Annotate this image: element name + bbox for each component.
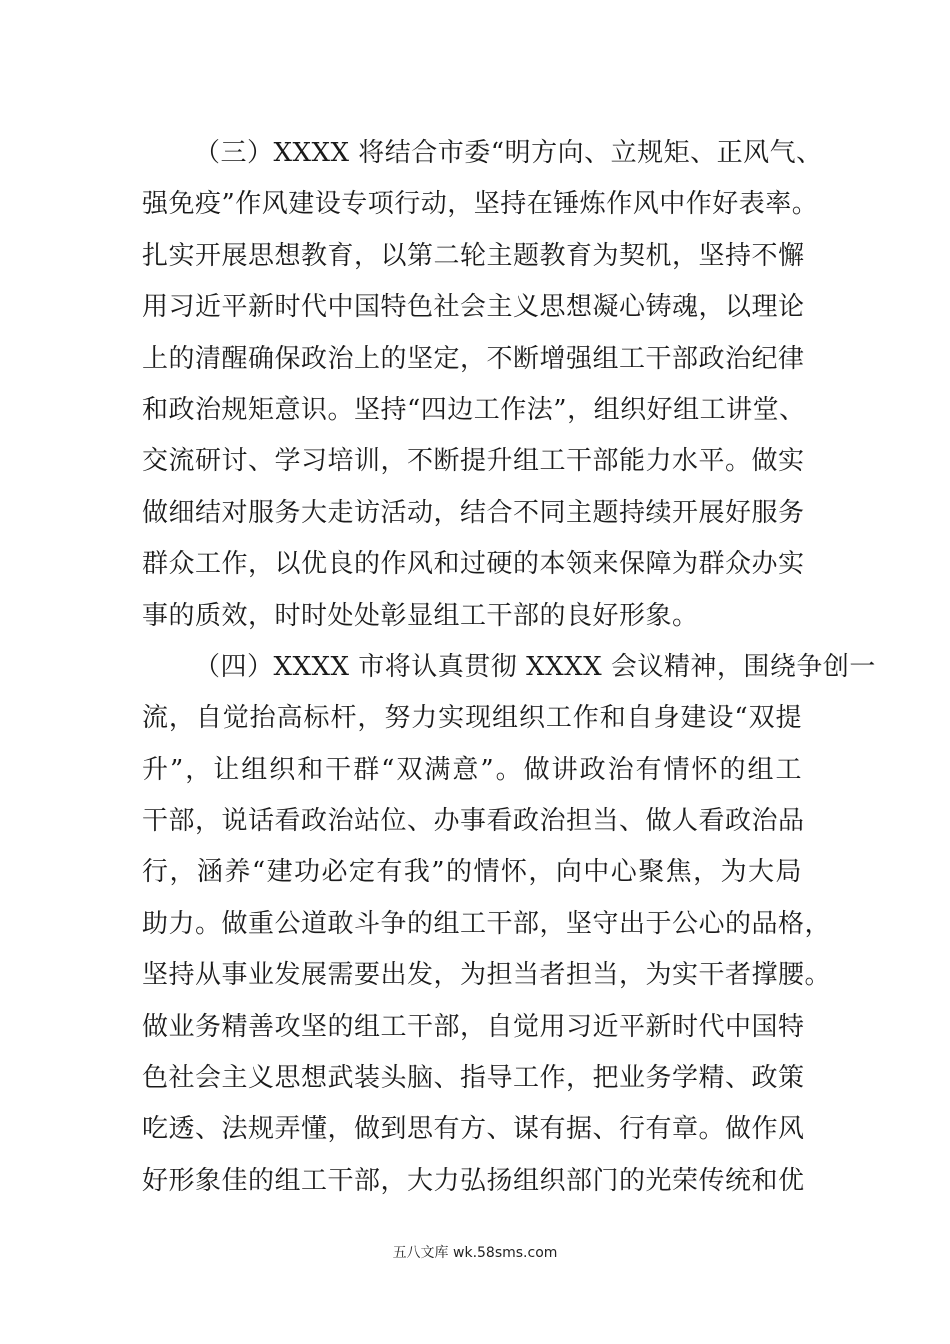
paragraph-4-line-8: 做业务精善攻坚的组工干部，自觉用习近平新时代中国特 — [142, 1011, 805, 1042]
paragraph-3-line-4: 用习近平新时代中国特色社会主义思想凝心铸魂，以理论 — [142, 292, 805, 323]
paragraph-4-line-3: 升”，让组织和干群“双满意”。做讲政治有情怀的组工 — [142, 754, 802, 785]
paragraph-4-line-10: 吃透、法规弄懂，做到思有方、谋有据、行有章。做作风 — [142, 1114, 805, 1145]
paragraph-4-line-2: 流，自觉抬高标杆，努力实现组织工作和自身建设“双提 — [142, 703, 802, 734]
paragraph-3-line-1: （三）XXXX 将结合市委“明方向、立规矩、正风气、 — [194, 138, 823, 168]
paragraph-3-line-2: 强免疫”作风建设专项行动，坚持在锤炼作风中作好表率。 — [142, 189, 819, 220]
paragraph-3-line-3: 扎实开展思想教育，以第二轮主题教育为契机，坚持不懈 — [142, 240, 805, 271]
paragraph-4-line-7: 坚持从事业发展需要出发，为担当者担当，为实干者撑腰。 — [142, 960, 832, 991]
paragraph-4-line-1: （四）XXXX 市将认真贯彻 XXXX 会议精神，围绕争创一 — [194, 651, 876, 682]
paragraph-3-line-8: 做细结对服务大走访活动，结合不同主题持续开展好服务 — [142, 497, 805, 528]
paragraph-4-line-9: 色社会主义思想武装头脑、指导工作，把业务学精、政策 — [142, 1063, 805, 1094]
paragraph-4-line-4: 干部，说话看政治站位、办事看政治担当、做人看政治品 — [142, 806, 805, 837]
paragraph-4-line-6: 助力。做重公道敢斗争的组工干部，坚守出于公心的品格， — [142, 908, 832, 939]
document-body — [142, 128, 876, 1207]
paragraph-4-line-5: 行，涵养“建功必定有我”的情怀，向中心聚焦，为大局 — [142, 857, 802, 888]
paragraph-3-line-6: 和政治规矩意识。坚持“四边工作法”，组织好组工讲堂、 — [142, 394, 806, 425]
paragraph-3-line-5: 上的清醒确保政治上的坚定，不断增强组工干部政治纪律 — [142, 343, 805, 374]
paragraph-3-line-7: 交流研讨、学习培训，不断提升组工干部能力水平。做实 — [142, 446, 805, 477]
paragraph-3-line-9: 群众工作，以优良的作风和过硬的本领来保障为群众办实 — [142, 549, 805, 580]
page-footer: 五八文库 wk.58sms.com — [392, 1245, 558, 1261]
paragraph-3-line-10: 事的质效，时时处处彰显组工干部的良好形象。 — [142, 600, 699, 631]
paragraph-4-line-11: 好形象佳的组工干部，大力弘扬组织部门的光荣传统和优 — [142, 1165, 805, 1196]
